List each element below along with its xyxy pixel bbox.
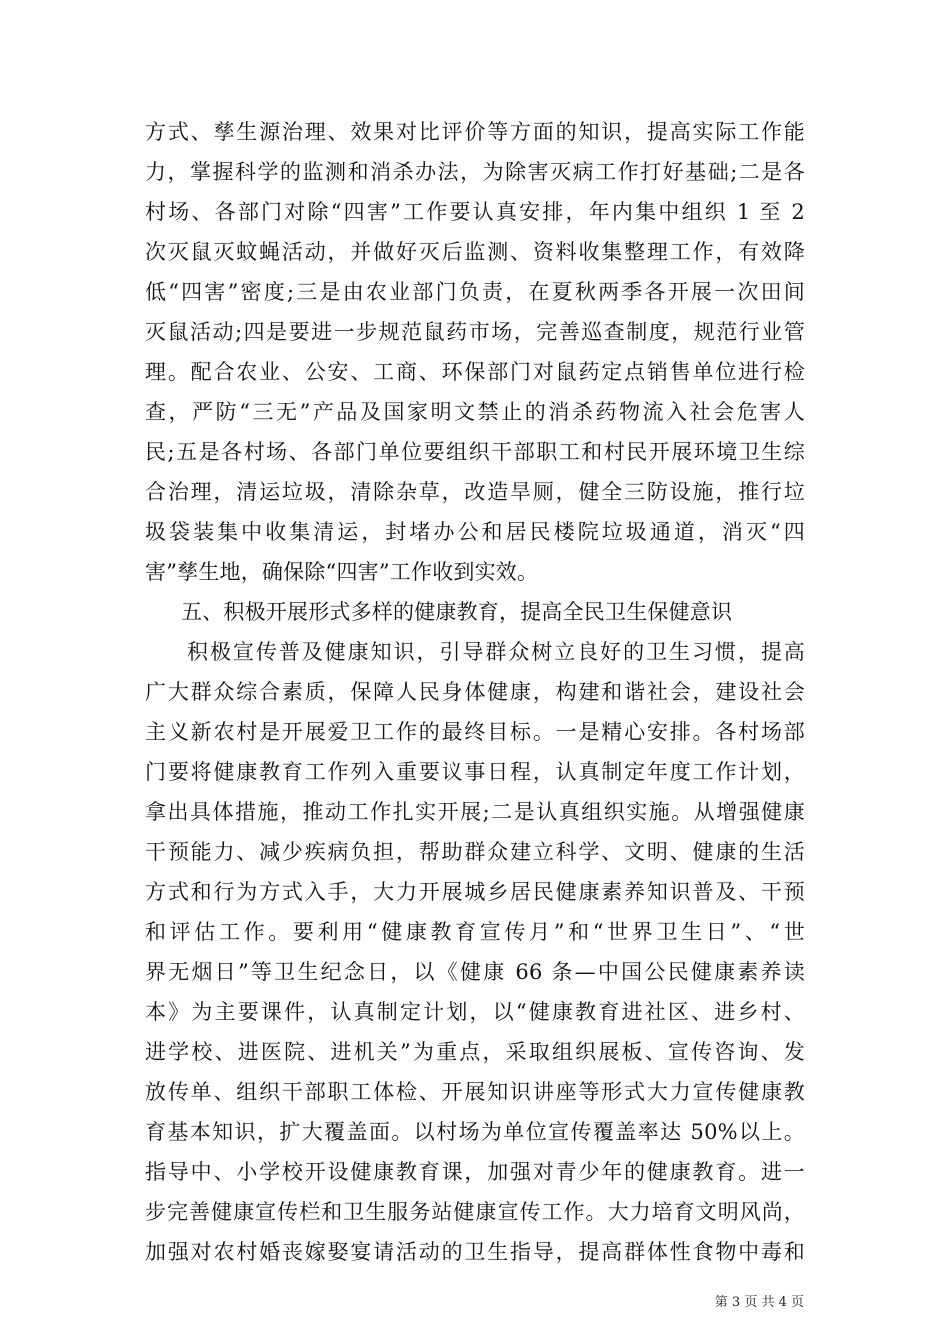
text-line: 和评估工作。要利用“健康教育宣传月”和“世界卫生日”、“世 (145, 920, 805, 944)
text-line: 拿出具体措施，推动工作扎实开展;二是认真组织实施。从增强健康 (145, 800, 805, 824)
document-body (145, 112, 805, 1272)
text-line: 次灭鼠灭蚊蝇活动，并做好灭后监测、资料收集整理工作，有效降 (145, 240, 805, 264)
text-line: 查，严防“三无”产品及国家明文禁止的消杀药物流入社会危害人 (145, 400, 805, 424)
text-line: 放传单、组织干部职工体检、开展知识讲座等形式大力宣传健康教 (145, 1080, 805, 1104)
section-heading: 五、积极开展形式多样的健康教育，提高全民卫生保健意识 (181, 600, 733, 624)
text-line: 主义新农村是开展爱卫工作的最终目标。一是精心安排。各村场部 (145, 720, 805, 744)
text-line: 力，掌握科学的监测和消杀办法，为除害灭病工作打好基础;二是各 (145, 160, 805, 184)
text-line: 门要将健康教育工作列入重要议事日程，认真制定年度工作计划， (145, 760, 805, 784)
text-line: 害”孳生地，确保除“四害”工作收到实效。 (145, 560, 539, 584)
text-line: 干预能力、减少疾病负担，帮助群众建立科学、文明、健康的生活 (145, 840, 805, 864)
text-line: 民;五是各村场、各部门单位要组织干部职工和村民开展环境卫生综 (145, 440, 805, 464)
page-number: 第 3 页 共 4 页 (714, 1295, 804, 1310)
text-line: 低“四害”密度;三是由农业部门负责，在夏秋两季各开展一次田间 (145, 280, 805, 304)
text-line: 广大群众综合素质，保障人民身体健康，构建和谐社会，建设社会 (145, 680, 805, 704)
text-line: 界无烟日”等卫生纪念日，以《健康 66 条—中国公民健康素养读 (145, 960, 805, 984)
text-line: 圾袋装集中收集清运，封堵办公和居民楼院垃圾通道，消灭“四 (145, 520, 805, 544)
text-line: 指导中、小学校开设健康教育课，加强对青少年的健康教育。进一 (145, 1160, 805, 1184)
text-line: 育基本知识，扩大覆盖面。以村场为单位宣传覆盖率达 50%以上。 (145, 1120, 805, 1144)
text-line: 方式、孳生源治理、效果对比评价等方面的知识，提高实际工作能 (145, 120, 805, 144)
text-line: 步完善健康宣传栏和卫生服务站健康宣传工作。大力培育文明风尚， (145, 1200, 805, 1224)
text-line: 方式和行为方式入手，大力开展城乡居民健康素养知识普及、干预 (145, 880, 805, 904)
text-line: 加强对农村婚丧嫁娶宴请活动的卫生指导，提高群体性食物中毒和 (145, 1240, 805, 1264)
text-line: 理。配合农业、公安、工商、环保部门对鼠药定点销售单位进行检 (145, 360, 805, 384)
text-line: 合治理，清运垃圾，清除杂草，改造旱厕，健全三防设施，推行垃 (145, 480, 805, 504)
text-line: 灭鼠活动;四是要进一步规范鼠药市场，完善巡查制度，规范行业管 (145, 320, 805, 344)
text-line: 积极宣传普及健康知识，引导群众树立良好的卫生习惯，提高 (187, 640, 805, 664)
text-line: 进学校、进医院、进机关”为重点，采取组织展板、宣传咨询、发 (145, 1040, 805, 1064)
text-line: 本》为主要课件，认真制定计划，以“健康教育进社区、进乡村、 (145, 1000, 805, 1024)
text-line: 村场、各部门对除“四害”工作要认真安排，年内集中组织 1 至 2 (145, 200, 805, 224)
